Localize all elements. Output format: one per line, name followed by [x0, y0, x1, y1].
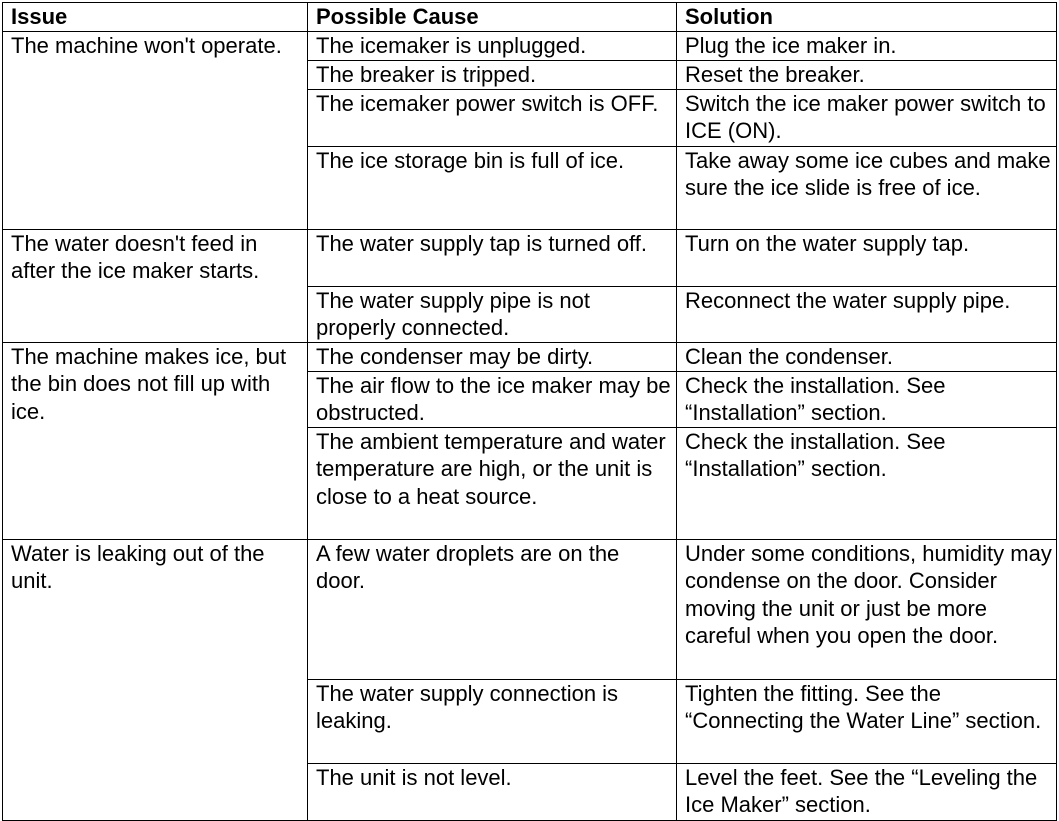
solution-cell: Turn on the water supply tap. [677, 229, 1057, 286]
solution-cell: Tighten the fitting. See the “Connecting the Water Line” section. [677, 679, 1057, 763]
cause-cell: The air flow to the ice maker may be obstructed. [308, 371, 677, 427]
solution-cell: Check the installation. See “Installation” section. [677, 427, 1057, 539]
cause-cell: The ambient temperature and water temperature are high, or the unit is close to a heat source. [308, 427, 677, 539]
table-row [3, 31, 1057, 60]
cause-cell: The unit is not level. [308, 763, 677, 820]
issue-cell: The water doesn't feed in after the ice maker starts. [3, 229, 308, 342]
solution-cell: Under some conditions, humidity may condense on the door. Consider moving the unit or just be more careful when you open the door. [677, 539, 1057, 679]
issue-cell: Water is leaking out of the unit. [3, 539, 308, 820]
solution-cell: Reset the breaker. [677, 60, 1057, 89]
cause-cell: The breaker is tripped. [308, 60, 677, 89]
troubleshooting-table [2, 2, 1057, 821]
solution-cell: Take away some ice cubes and make sure the ice slide is free of ice. [677, 146, 1057, 229]
cause-cell: A few water droplets are on the door. [308, 539, 677, 679]
solution-cell: Reconnect the water supply pipe. [677, 286, 1057, 342]
solution-cell: Check the installation. See “Installation” section. [677, 371, 1057, 427]
solution-cell: Switch the ice maker power switch to ICE (ON). [677, 89, 1057, 146]
solution-cell: Plug the ice maker in. [677, 31, 1057, 60]
solution-cell: Clean the condenser. [677, 342, 1057, 371]
table-row [3, 342, 1057, 371]
cause-cell: The water supply pipe is not properly connected. [308, 286, 677, 342]
table-row [3, 229, 1057, 286]
cause-cell: The water supply tap is turned off. [308, 229, 677, 286]
solution-cell: Level the feet. See the “Leveling the Ice Maker” section. [677, 763, 1057, 820]
header-issue: Issue [3, 3, 308, 32]
header-row [3, 3, 1057, 32]
cause-cell: The condenser may be dirty. [308, 342, 677, 371]
header-solution: Solution [677, 3, 1057, 32]
issue-cell: The machine makes ice, but the bin does not fill up with ice. [3, 342, 308, 539]
cause-cell: The icemaker power switch is OFF. [308, 89, 677, 146]
issue-cell: The machine won't operate. [3, 31, 308, 229]
table-row [3, 539, 1057, 679]
header-possible-cause: Possible Cause [308, 3, 677, 32]
cause-cell: The icemaker is unplugged. [308, 31, 677, 60]
cause-cell: The water supply connection is leaking. [308, 679, 677, 763]
cause-cell: The ice storage bin is full of ice. [308, 146, 677, 229]
